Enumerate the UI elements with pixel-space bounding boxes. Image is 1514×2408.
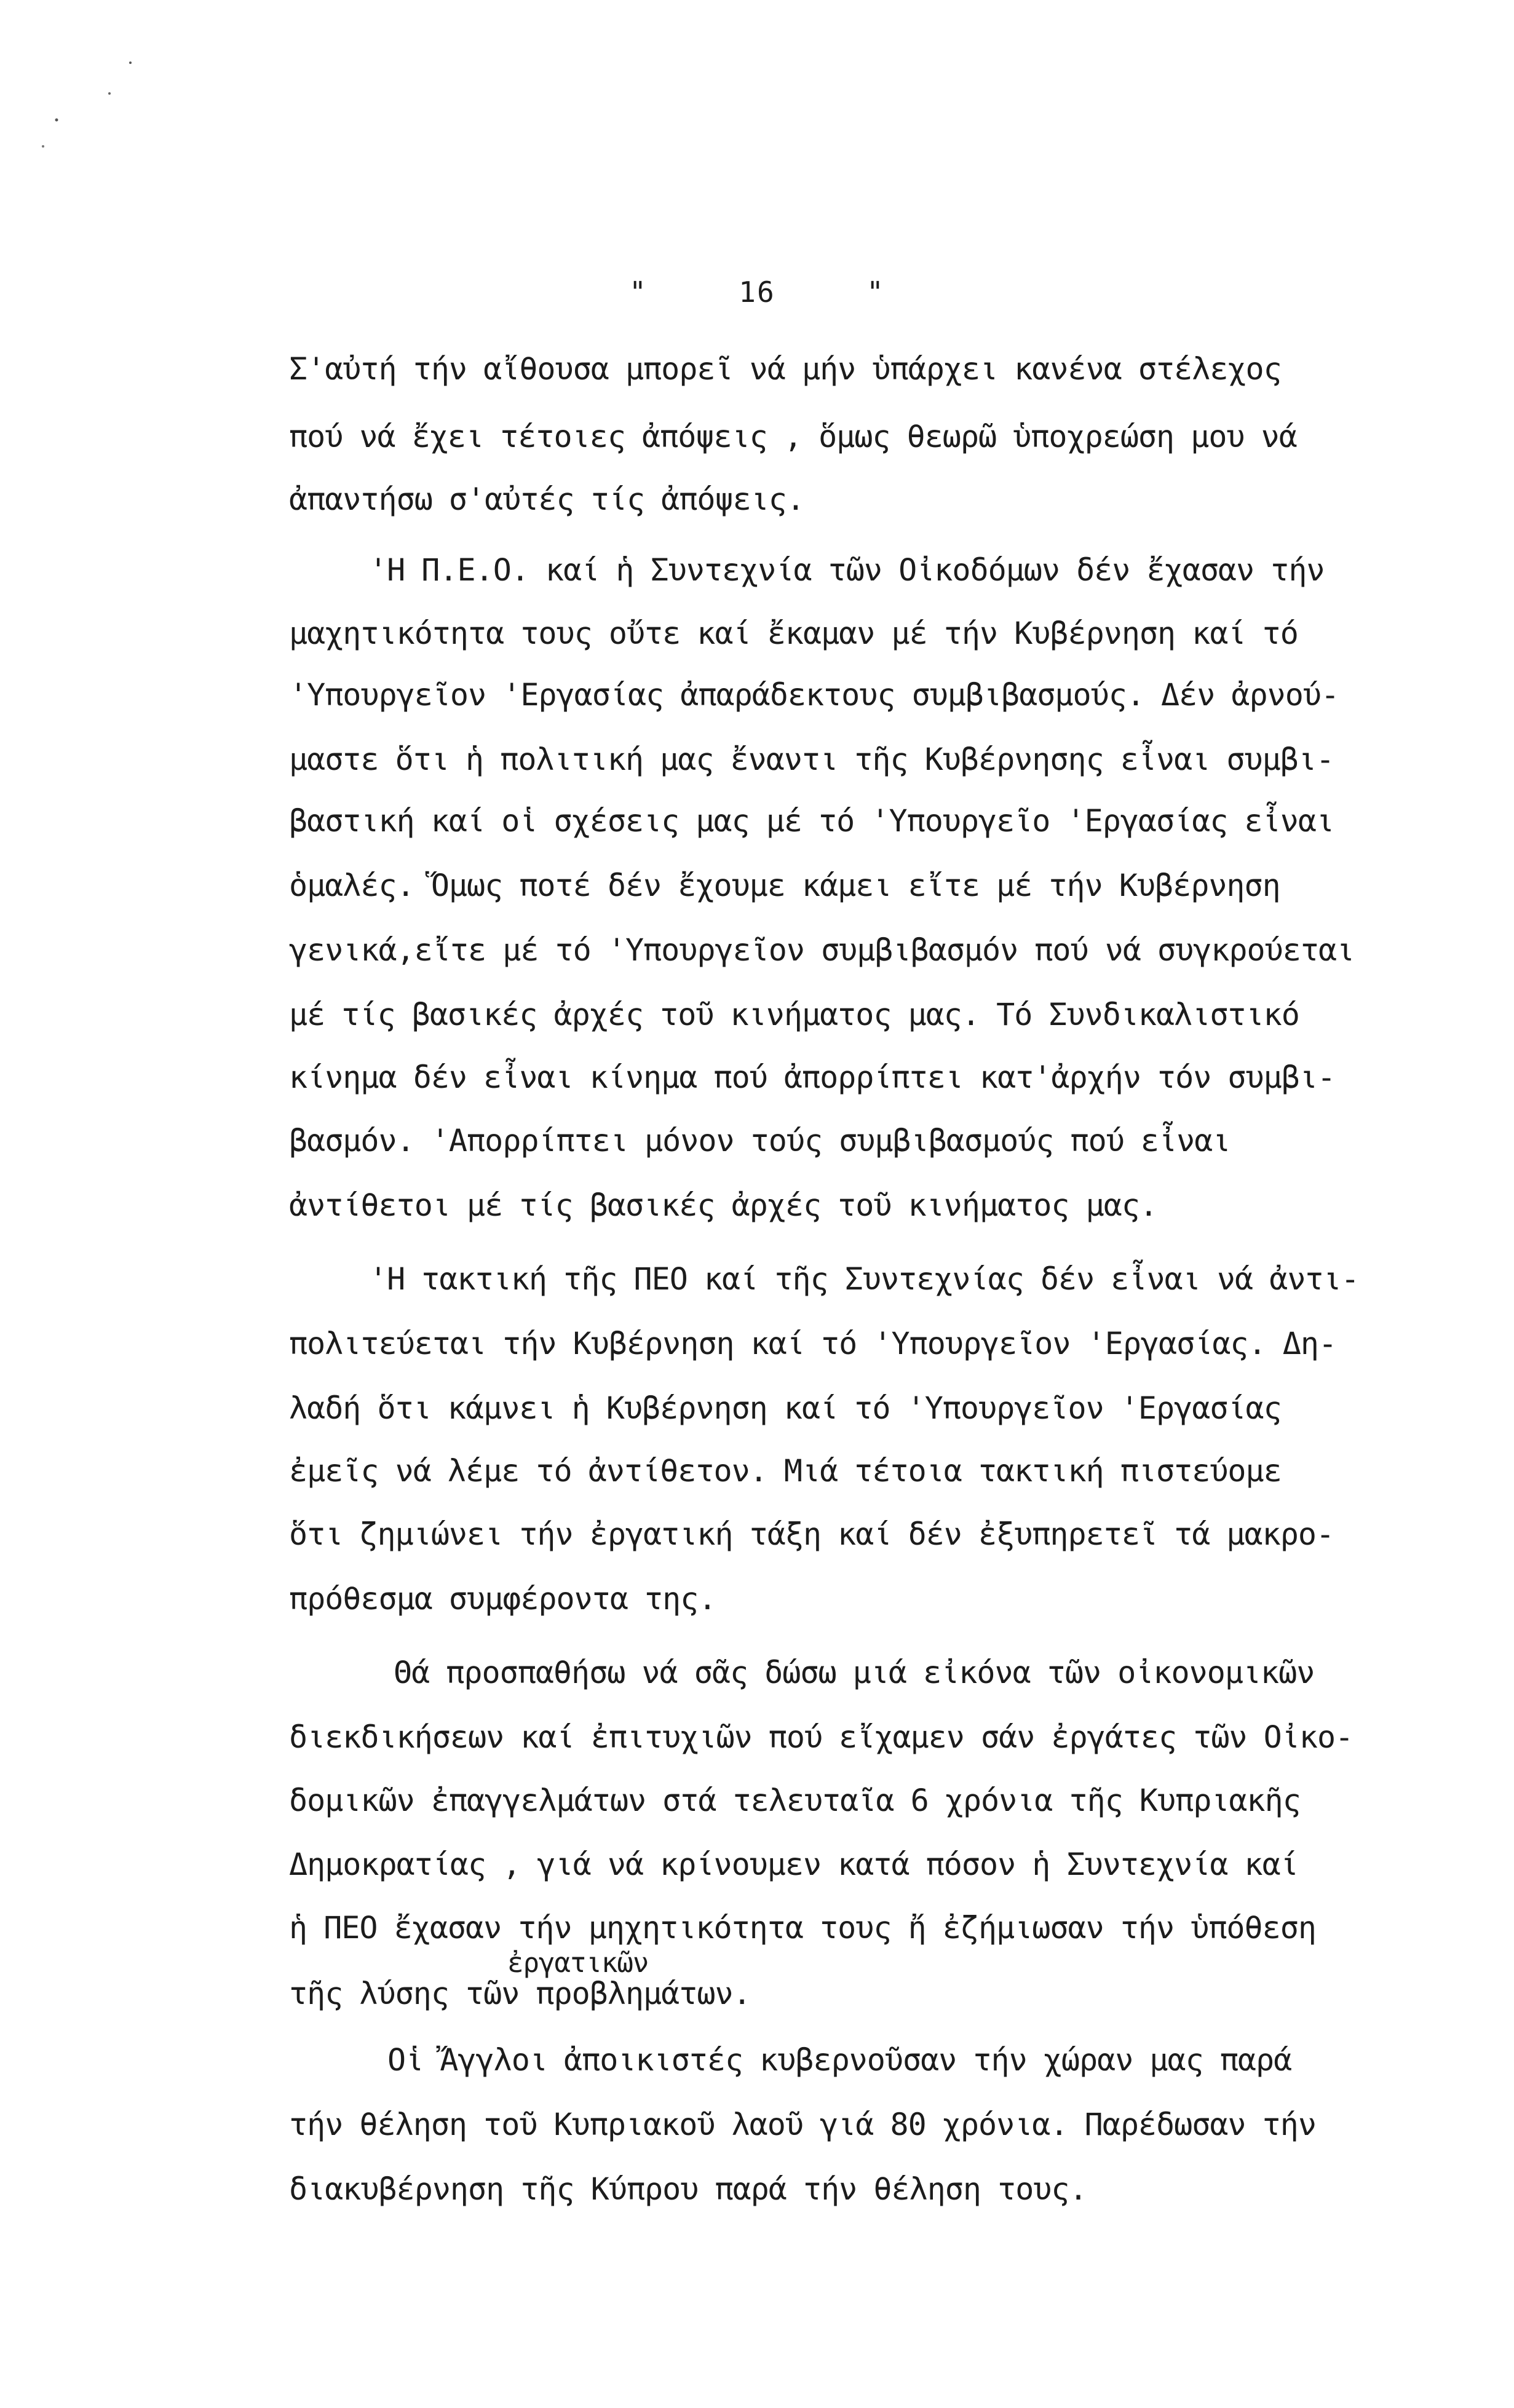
text-line: ἀντίθετοι μέ τίς βασικές ἀρχές τοῦ κινήματος μας. bbox=[289, 1187, 1158, 1223]
text-line: πού νά ἔχει τέτοιες ἀπόψεις , ὅμως θεωρῶ ὑποχρεώση μου νά bbox=[289, 419, 1297, 454]
scan-specks bbox=[0, 0, 184, 184]
interlinear-insertion: ἐργατικῶν bbox=[507, 1947, 649, 1979]
text-line: ἡ ΠΕΟ ἔχασαν τήν μηχητικότητα τους ἤ ἐζήμιωσαν τήν ὑπόθεση bbox=[289, 1910, 1316, 1946]
text-line: μέ τίς βασικές ἀρχές τοῦ κινήματος μας. Τό Συνδικαλιστικό bbox=[289, 997, 1299, 1032]
text-line: 'Η τακτική τῆς ΠΕΟ καί τῆς Συντεχνίας δέν εἶναι νά ἀντι- bbox=[369, 1261, 1359, 1297]
text-line: τῆς λύσης τῶν προβλημάτων. bbox=[289, 1976, 751, 2011]
text-line: διακυβέρνηση τῆς Κύπρου παρά τήν θέληση τους. bbox=[289, 2171, 1087, 2207]
text-line: πρόθεσμα συμφέροντα της. bbox=[289, 1581, 716, 1617]
text-line: μαχητικότητα τους οὔτε καί ἔκαμαν μέ τήν Κυβέρνηση καί τό bbox=[289, 616, 1298, 651]
text-line: μαστε ὅτι ἡ πολιτική μας ἔναντι τῆς Κυβέρνησης εἶναι συμβι- bbox=[289, 742, 1334, 777]
text-line: Σ'αὐτή τήν αἴθουσα μπορεῖ νά μήν ὑπάρχει κανένα στέλεχος bbox=[289, 351, 1282, 387]
text-line: Οἱ Ἄγγλοι ἀποικιστές κυβερνοῦσαν τήν χώραν μας παρά bbox=[387, 2042, 1292, 2078]
text-line: βαστική καί οἱ σχέσεις μας μέ τό 'Υπουργεῖο 'Εργασίας εἶναι bbox=[289, 803, 1334, 839]
text-line: 'Υπουργεῖον 'Εργασίας ἀπαράδεκτους συμβιβασμούς. Δέν ἀρνού- bbox=[289, 677, 1339, 713]
text-line: δομικῶν ἐπαγγελμάτων στά τελευταῖα 6 χρόνια τῆς Κυπριακῆς bbox=[289, 1783, 1301, 1818]
text-line: 'Η Π.Ε.Ο. καί ἡ Συντεχνία τῶν Οἰκοδόμων δέν ἔχασαν τήν bbox=[369, 552, 1325, 588]
text-line: ἐμεῖς νά λέμε τό ἀντίθετον. Μιά τέτοια τακτική πιστεύομε bbox=[289, 1453, 1282, 1489]
text-line: γενικά,εἴτε μέ τό 'Υπουργεῖον συμβιβασμόν πού νά συγκρούεται bbox=[289, 932, 1355, 968]
text-line: τήν θέληση τοῦ Κυπριακοῦ λαοῦ γιά 80 χρόνια. Παρέδωσαν τήν bbox=[289, 2107, 1316, 2142]
text-line: ἀπαντήσω σ'αὐτές τίς ἀπόψεις. bbox=[289, 481, 804, 517]
text-line: κίνημα δέν εἶναι κίνημα πού ἀπορρίπτει κατ'ἀρχήν τόν συμβι- bbox=[289, 1059, 1336, 1095]
text-line: διεκδικήσεων καί ἐπιτυχιῶν πού εἴχαμεν σάν ἐργάτες τῶν Οἰκο- bbox=[289, 1719, 1353, 1755]
text-line: πολιτεύεται τήν Κυβέρνηση καί τό 'Υπουργεῖον 'Εργασίας. Δη- bbox=[289, 1326, 1337, 1361]
text-line: λαδή ὅτι κάμνει ἡ Κυβέρνηση καί τό 'Υπουργεῖον 'Εργασίας bbox=[289, 1390, 1282, 1426]
text-line: Θά προσπαθήσω νά σᾶς δώσω μιά εἰκόνα τῶν οἰκονομικῶν bbox=[394, 1655, 1315, 1690]
text-line: ὁμαλές. Ὅμως ποτέ δέν ἔχουμε κάμει εἴτε μέ τήν Κυβέρνηση bbox=[289, 868, 1280, 903]
text-line: Δημοκρατίας , γιά νά κρίνουμεν κατά πόσον ἡ Συντεχνία καί bbox=[289, 1847, 1298, 1882]
text-line: βασμόν. 'Απορρίπτει μόνον τούς συμβιβασμούς πού εἶναι bbox=[289, 1123, 1231, 1158]
page-number: " 16 " bbox=[629, 275, 885, 309]
text-line: ὅτι ζημιώνει τήν ἐργατική τάξη καί δέν ἐξυπηρετεῖ τά μακρο- bbox=[289, 1516, 1334, 1552]
